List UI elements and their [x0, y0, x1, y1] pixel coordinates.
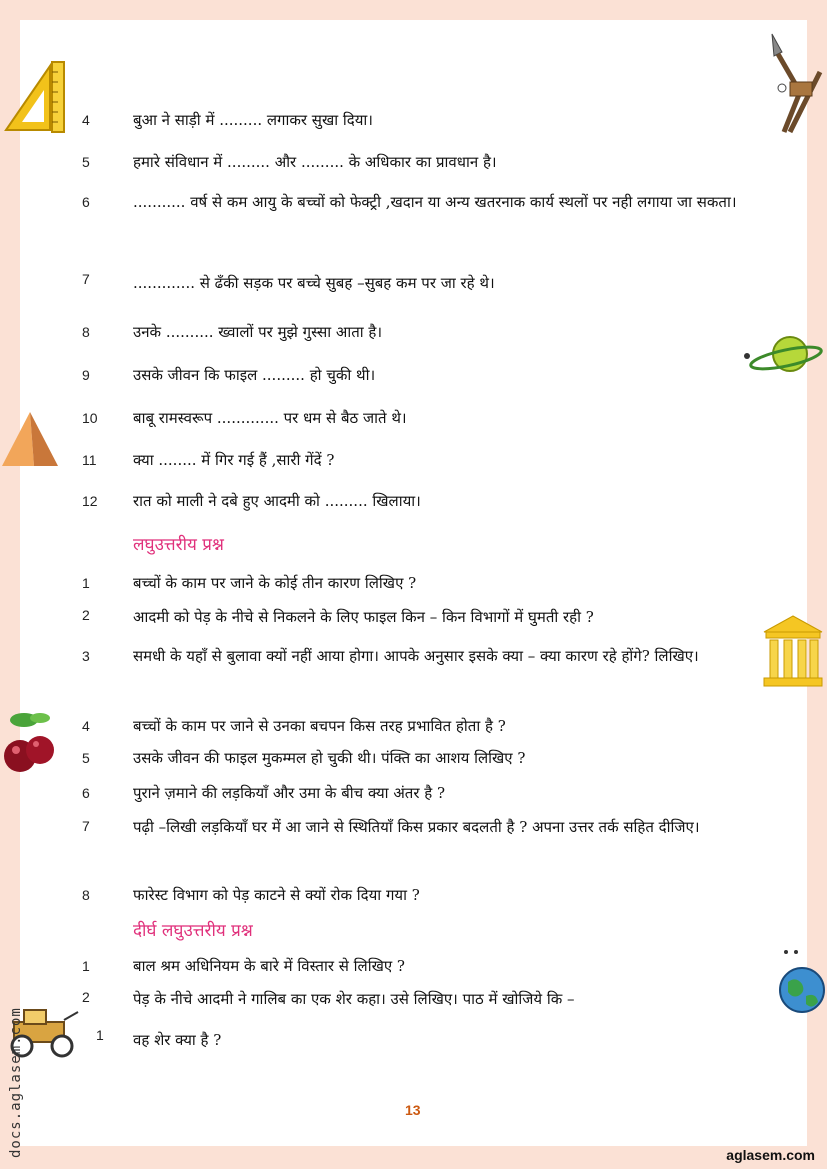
- question-number: 6: [82, 785, 90, 801]
- question-number: 8: [82, 887, 90, 903]
- watermark-text: docs.aglasem.com: [8, 1007, 24, 1158]
- question-number: 1: [96, 1027, 104, 1043]
- question-text: बाबू रामस्वरूप ............. पर धम से बैठ जाते थे।: [133, 409, 407, 427]
- question-text: ........... वर्ष से कम आयु के बच्चों को फेक्ट्री ,खदान या अन्य खतरनाक कार्य स्थलों पर नही लगाया जा सकता।: [133, 193, 737, 211]
- document-page: [20, 20, 807, 1146]
- section-heading-long-answer: दीर्घ लघुउत्तरीय प्रश्न: [133, 921, 253, 941]
- question-number: 1: [82, 575, 90, 591]
- question-number: 10: [82, 410, 98, 426]
- site-footer: aglasem.com: [726, 1147, 815, 1163]
- question-text: वह शेर क्या है ?: [133, 1031, 222, 1049]
- question-number: 11: [82, 452, 97, 468]
- question-number: 1: [82, 958, 90, 974]
- question-number: 5: [82, 154, 90, 170]
- question-number: 9: [82, 367, 90, 383]
- berries-icon: [0, 708, 58, 778]
- question-text: बच्चों के काम पर जाने के कोई तीन कारण लिखिए ?: [133, 574, 417, 592]
- question-number: 4: [82, 718, 90, 734]
- question-text: ............. से ढँकी सड़क पर बच्चे सुबह –सुबह कम पर जा रहे थे।: [133, 274, 495, 292]
- question-text: क्या ........ में गिर गई हैं ,सारी गेंदें ?: [133, 451, 335, 469]
- question-text: उनके .......... ख्वालों पर मुझे गुस्सा आता है।: [133, 323, 383, 341]
- question-number: 4: [82, 112, 90, 128]
- temple-pillars-icon: [760, 612, 826, 688]
- question-number: 2: [82, 607, 90, 623]
- question-text: उसके जीवन की फाइल मुकम्मल हो चुकी थी। पंक्ति का आशय लिखिए ?: [133, 749, 526, 767]
- question-text: पुराने ज़माने की लड़कियाँ और उमा के बीच क्या अंतर है ?: [133, 784, 446, 802]
- question-text: पेड़ के नीचे आदमी ने गालिब का एक शेर कहा। उसे लिखिए। पाठ में खोजिये कि –: [133, 990, 575, 1008]
- section-heading-short-answer: लघुउत्तरीय प्रश्न: [133, 535, 224, 555]
- question-number: 3: [82, 648, 90, 664]
- question-text: उसके जीवन कि फाइल ......... हो चुकी थी।: [133, 366, 376, 384]
- question-number: 12: [82, 493, 98, 509]
- page-number: 13: [405, 1102, 421, 1118]
- question-text: हमारे संविधान में ......... और ......... के अधिकार का प्रावधान है।: [133, 153, 497, 171]
- question-text: पढ़ी –लिखी लड़कियाँ घर में आ जाने से स्थितियाँ किस प्रकार बदलती है ? अपना उत्तर तर्क सहित दीजिए।: [133, 818, 700, 836]
- compass-tools-icon: [760, 32, 826, 136]
- set-square-ruler-icon: [2, 58, 68, 134]
- question-number: 6: [82, 194, 90, 210]
- question-text: बुआ ने साड़ी में ......... लगाकर सुखा दिया।: [133, 111, 373, 129]
- pyramid-icon: [0, 408, 60, 470]
- question-text: समधी के यहाँ से बुलावा क्यों नहीं आया होगा। आपके अनुसार इसके क्या – क्या कारण रहे होंगे? लिखिए।: [133, 647, 699, 665]
- question-text: बाल श्रम अधिनियम के बारे में विस्तार से लिखिए ?: [133, 957, 405, 975]
- question-number: 8: [82, 324, 90, 340]
- globe-icon: [776, 946, 826, 1020]
- question-number: 7: [82, 818, 90, 834]
- question-text: फारेस्ट विभाग को पेड़ काटने से क्यों रोक दिया गया ?: [133, 886, 420, 904]
- question-number: 7: [82, 271, 90, 287]
- question-text: बच्चों के काम पर जाने से उनका बचपन किस तरह प्रभावित होता है ?: [133, 717, 506, 735]
- planet-saturn-icon: [740, 332, 826, 380]
- question-text: आदमी को पेड़ के नीचे से निकलने के लिए फाइल किन – किन विभागों में घुमती रही ?: [133, 608, 594, 626]
- question-number: 2: [82, 989, 90, 1005]
- question-number: 5: [82, 750, 90, 766]
- question-text: रात को माली ने दबे हुए आदमी को ......... खिलाया।: [133, 492, 421, 510]
